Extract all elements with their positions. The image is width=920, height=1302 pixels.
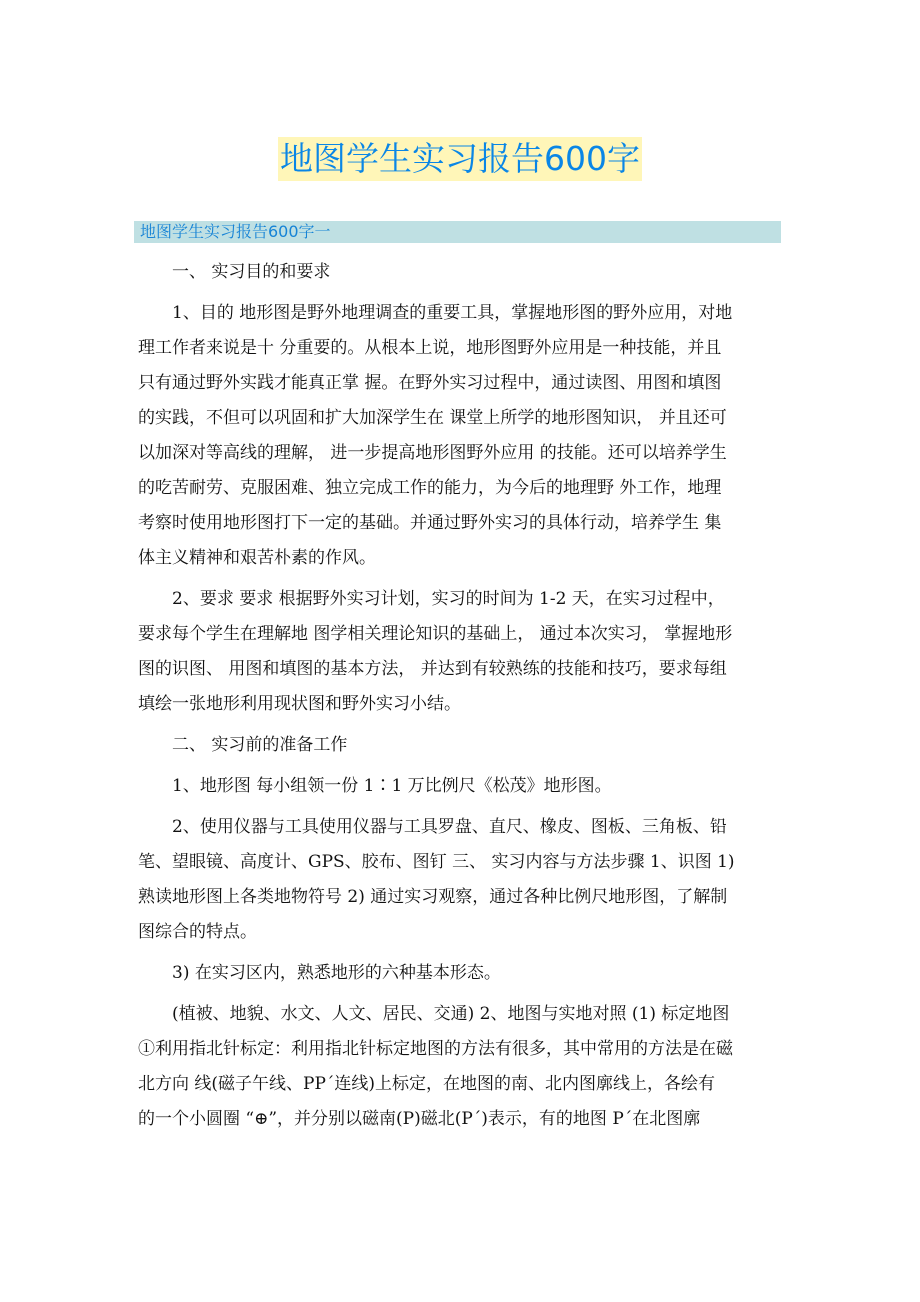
text-line: 笔、望眼镜、高度计、GPS、胶布、图钉 三、 实习内容与方法步骤 1、识图 1) (138, 852, 735, 872)
text-line: 要求每个学生在理解地 图学相关理论知识的基础上， 通过本次实习， 掌握地形 (138, 624, 733, 644)
title-wrap (0, 137, 920, 181)
paragraph (138, 956, 782, 991)
paragraph (138, 997, 782, 1137)
text-line: 填绘一张地形利用现状图和野外实习小结。 (138, 694, 461, 714)
text-line: 一、 实习目的和要求 (172, 262, 331, 282)
text-line: 二、 实习前的准备工作 (172, 735, 348, 755)
text-line: 的吃苦耐劳、克服困难、独立完成工作的能力，为今后的地理野 外工作，地理 (138, 478, 722, 498)
text-line: 理工作者来说是十 分重要的。从根本上说，地形图野外应用是一种技能，并且 (138, 338, 722, 358)
text-line: 的一个小圆圈 “⊕”，并分别以磁南(P)磁北(P´)表示，有的地图 P´在北图廓 (138, 1109, 701, 1129)
text-line: 只有通过野外实践才能真正掌 握。在野外实习过程中，通过读图、用图和填图 (138, 373, 722, 393)
text-line: 以加深对等高线的理解， 进一步提高地形图野外应用 的技能。还可以培养学生 (138, 443, 727, 463)
text-line: 2、要求 要求 根据野外实习计划，实习的时间为 1-2 天，在实习过程中， (172, 589, 725, 609)
text-line: 1、目的 地形图是野外地理调查的重要工具，掌握地形图的野外应用，对地 (172, 303, 733, 323)
document-title: 地图学生实习报告600字 (278, 137, 642, 181)
text-line: 2、使用仪器与工具使用仪器与工具罗盘、直尺、橡皮、图板、三角板、铅 (172, 817, 727, 837)
text-line: 图的识图、 用图和填图的基本方法， 并达到有较熟练的技能和技巧，要求每组 (138, 659, 727, 679)
text-line: 3) 在实习区内，熟悉地形的六种基本形态。 (172, 963, 501, 983)
paragraph (138, 769, 782, 804)
text-line: 体主义精神和艰苦朴素的作风。 (138, 548, 376, 568)
text-line: 熟读地形图上各类地物符号 2) 通过实习观察，通过各种比例尺地形图，了解制 (138, 887, 728, 907)
text-line: ①利用指北针标定：利用指北针标定地图的方法有很多，其中常用的方法是在磁 (138, 1039, 733, 1059)
paragraph (138, 296, 782, 576)
text-line: (植被、地貌、水文、人文、居民、交通) 2、地图与实地对照 (1) 标定地图 (172, 1004, 730, 1024)
paragraph (138, 810, 782, 950)
text-line: 的实践，不但可以巩固和扩大加深学生在 课堂上所学的地形图知识， 并且还可 (138, 408, 727, 428)
paragraph (138, 728, 782, 763)
text-line: 北方向 线(磁子午线、PP´连线)上标定，在地图的南、北内图廓线上，各绘有 (138, 1074, 716, 1094)
text-line: 1、地形图 每小组领一份 1∶1 万比例尺《松茂》地形图。 (172, 776, 612, 796)
paragraph (138, 582, 782, 722)
text-line: 图综合的特点。 (138, 922, 257, 942)
paragraph (138, 255, 782, 290)
text-line: 考察时使用地形图打下一定的基础。并通过野外实习的具体行动，培养学生 集 (138, 513, 722, 533)
section-heading: 地图学生实习报告600字一 (134, 221, 781, 243)
document-body (138, 255, 782, 1143)
